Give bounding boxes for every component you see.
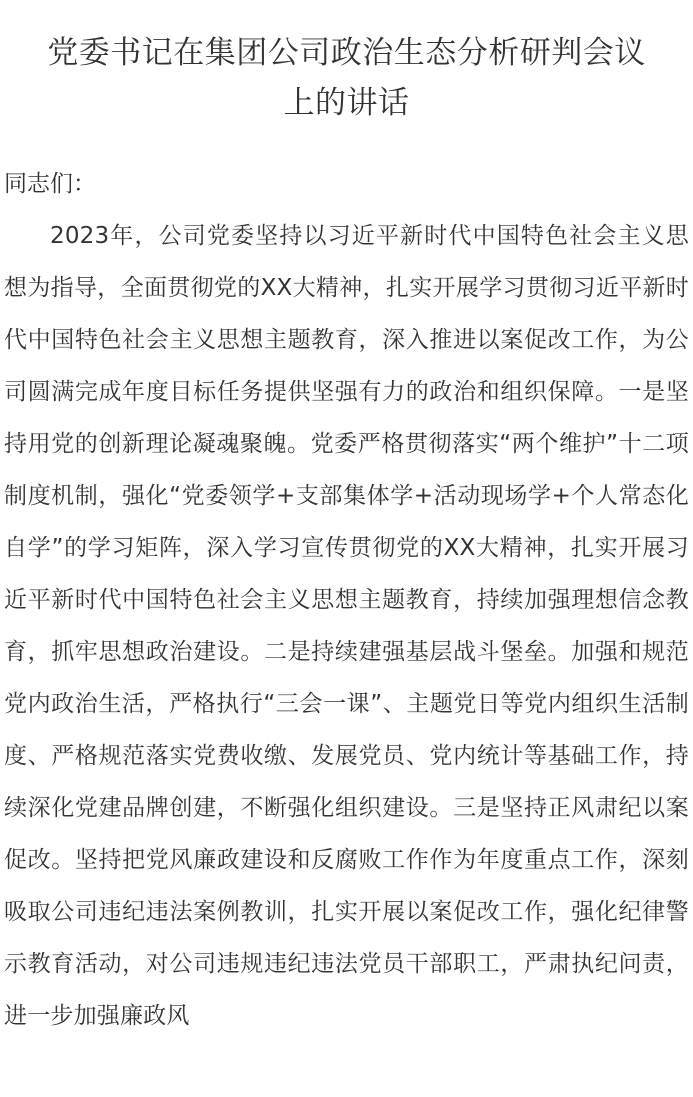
title-line-2: 上的讲话 [283, 85, 410, 121]
body-paragraph: 2023年，公司党委坚持以习近平新时代中国特色社会主义思想为指导，全面贯彻党的XX大精神，扎实开展学习贯彻习近平新时代中国特色社会主义思想主题教育，深入推进以案促改工作，为公司圆满完成年度目标任务提供坚强有力的政治和组织保障。一是坚持用党的创新理论凝魂聚魄。党委严格贯彻落实“两个维护”十二项制度机制，强化“党委领学+支部集体学+活动现场学+个人常态化自学”的学习矩阵，深入学习宣传贯彻党的XX大精神，扎实开展习近平新时代中国特色社会主义思想主题教育，持续加强理想信念教育，抓牢思想政治建设。二是持续建强基层战斗堡垒。加强和规范党内政治生活，严格执行“三会一课”、主题党日等党内组织生活制度、严格规范落实党费收缴、发展党员、党内统计等基础工作，持续深化党建品牌创建，不断强化组织建设。三是坚持正风肃纪以案促改。坚持把党风廉政建设和反腐败工作作为年度重点工作，深刻吸取公司违纪违法案例教训，扎实开展以案促改工作，强化纪律警示教育活动，对公司违规违纪违法党员干部职工，严肃执纪问责，进一步加强廉政风 [4, 223, 689, 1029]
document-title [4, 28, 689, 128]
title-line-1: 党委书记在集团公司政治生态分析研判会议 [47, 35, 646, 71]
greeting: 同志们： [4, 171, 96, 197]
